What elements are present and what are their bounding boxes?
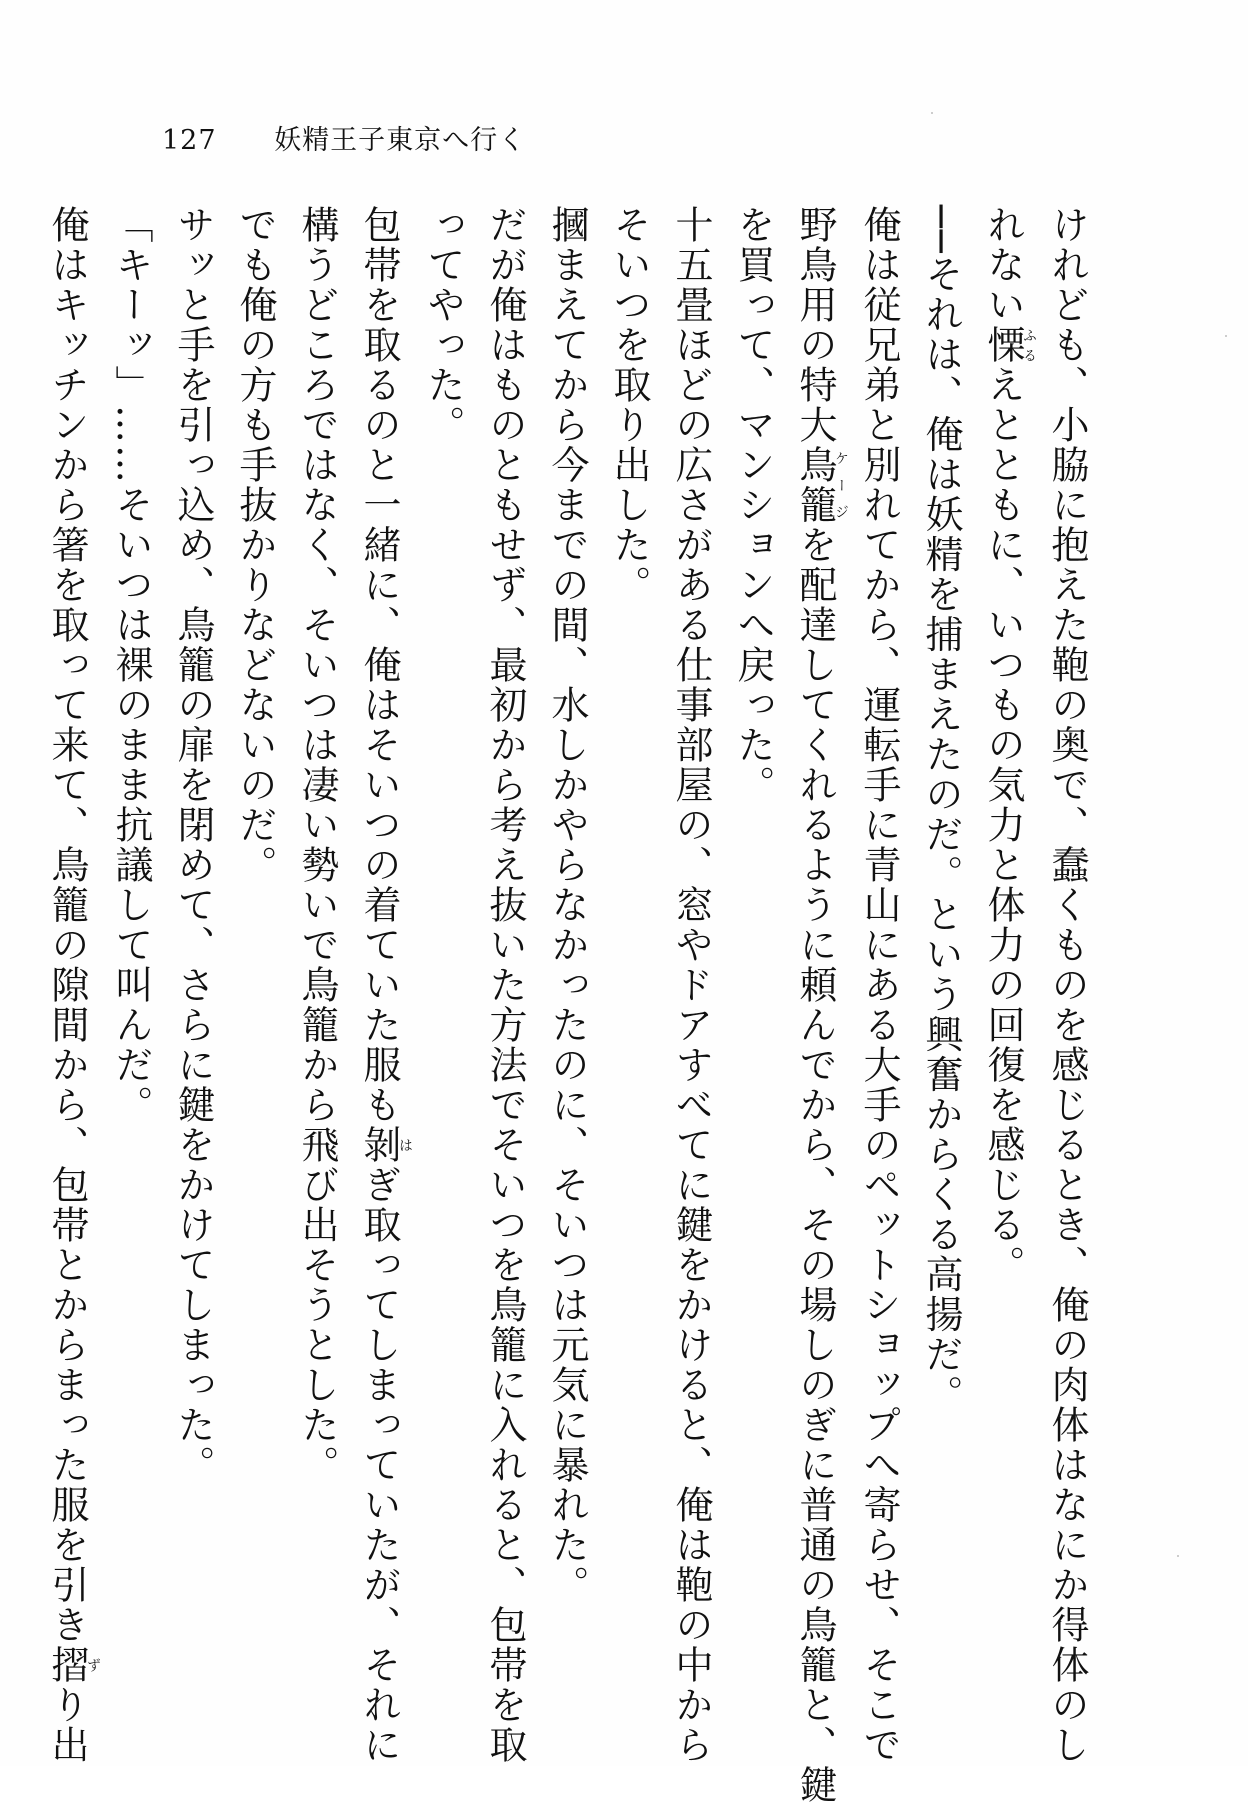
text-line: 十五畳ほどの広さがある仕事部屋の、窓やドアすべてに鍵をかけると、俺は鞄の中から (669, 205, 713, 1765)
text-line: サッと手を引っ込め、鳥籠の扉を閉めて、さらに鍵をかけてしまった。 (171, 205, 215, 1485)
text-line: けれども、小脇に抱えた鞄の奥で、蠢くものを感じるとき、俺の肉体はなにか得体のし (1045, 205, 1089, 1765)
text-line: 「キーッ」……そいつは裸のまま抗議して叫んだ。 (109, 205, 153, 1125)
page-header (162, 118, 526, 157)
text-line: だが俺はものともせず、最初から考え抜いた方法でそいつを鳥籠に入れると、包帯を取 (483, 205, 527, 1765)
ruby-annotation: ケージ (833, 445, 849, 525)
vertical-body-text (45, 205, 1098, 1805)
scan-speck (931, 112, 933, 114)
scan-speck (1177, 1555, 1179, 1557)
text-line: 構うどころではなく、そいつは凄い勢いで鳥籠から飛び出そうとした。 (295, 205, 339, 1485)
text-line: 野鳥用の特大鳥籠ケージを配達してくれるように頼んでから、その場しのぎに普通の鳥籠と、鍵 (793, 205, 849, 1805)
text-line: 摑まえてから今までの間、水しかやらなかったのに、そいつは元気に暴れた。 (545, 205, 589, 1605)
text-line: でも俺の方も手抜かりなどないのだ。 (233, 205, 277, 885)
running-title: 妖精王子東京へ行く (274, 125, 527, 156)
text-line: ──それは、俺は妖精を捕まえたのだ。という興奮からくる高揚だ。 (919, 205, 963, 1415)
text-line: れない慄ふるえとともに、いつもの気力と体力の回復を感じる。 (981, 205, 1037, 1285)
text-line: そいつを取り出した。 (607, 205, 651, 605)
ruby-annotation: ず (85, 1645, 101, 1685)
text-line: を買って、マンションへ戻った。 (731, 205, 775, 805)
text-line: 俺は従兄弟と別れてから、運転手に青山にある大手のペットショップへ寄らせ、そこで (857, 205, 901, 1765)
ruby-annotation: は (397, 1125, 413, 1165)
ruby-annotation: ふる (1021, 325, 1037, 365)
page-number: 127 (162, 125, 217, 156)
text-line: 包帯を取るのと一緒に、俺はそいつの着ていた服も剝はぎ取ってしまっていたが、それに (357, 205, 413, 1765)
text-line: ってやった。 (421, 205, 465, 445)
text-line: 俺はキッチンから箸を取って来て、鳥籠の隙間から、包帯とからまった服を引き摺ずり出 (45, 205, 101, 1765)
scan-speck (1225, 335, 1227, 337)
